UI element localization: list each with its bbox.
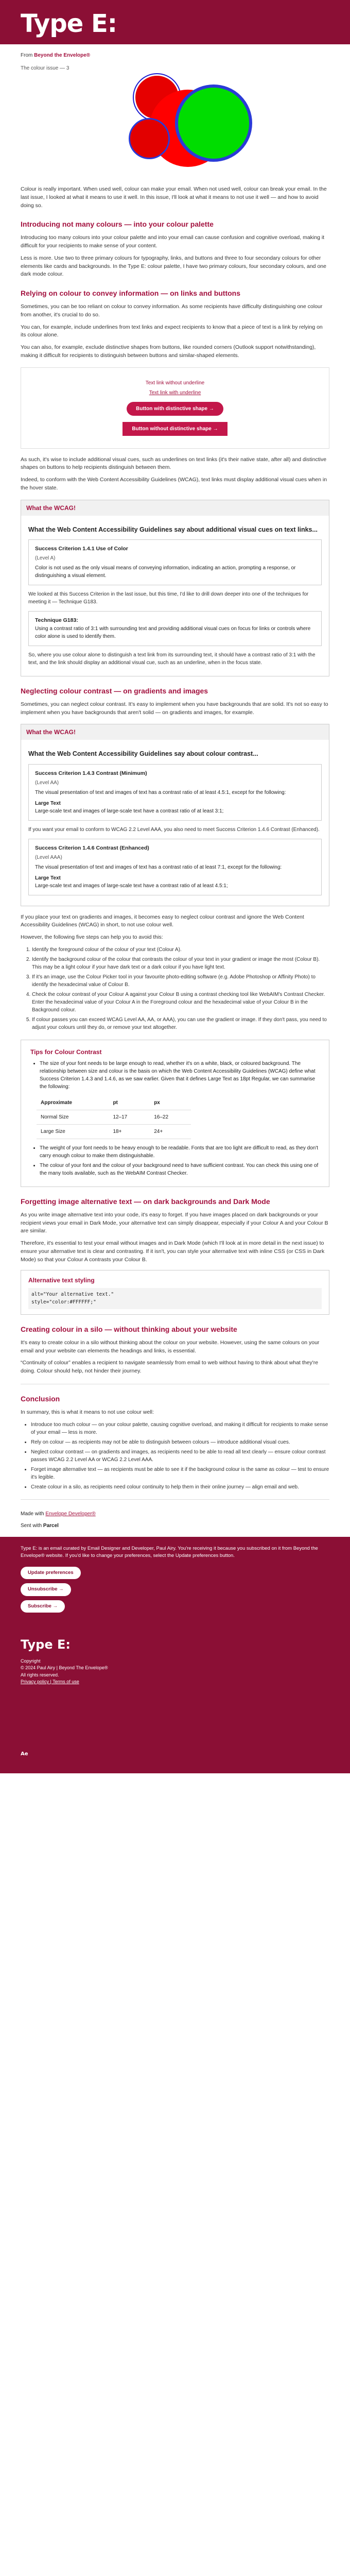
list-item: • Rely on colour — as recipients may not be able to distinguish between colours — introduce additional visual cues. [31,1438,329,1446]
wcag-card-heading: What the WCAG! [21,724,329,740]
section-title-silo: Creating colour in a silo — without thinking about your website [21,1325,237,1333]
made-with-line [0,1508,350,1520]
section-title-relying: Relying on colour to convey information — on links and buttons [21,289,241,297]
footer-brand-title: Type E: [21,1637,71,1652]
subscribe-button[interactable]: Subscribe → [21,1600,65,1613]
demo-link-underline[interactable]: Text link with underline [149,389,201,396]
list-item: 5. If colour passes you can exceed WCAG Level AA, AA, or AAA), you can use the gradient or image. If they don't pass, you need to adjust your colours until they do, or remove your text altogether. [32,1016,329,1031]
update-preferences-button[interactable]: Update preferences [21,1567,81,1579]
wcag-question: What the Web Content Accessibility Guidelines say about colour contrast... [28,750,258,758]
list-item: • Neglect colour contrast — on gradients and images, as recipients need to be able to read all text clearly — ensure colour contrast passes WCAG 2.2 Level AA or WCAG 2.2 Level AAA. [31,1448,329,1464]
paragraph: We looked at this Success Criterion in the last issue, but this time, I'd like to drill down deeper into one of the techniques for meeting it — Technique G183. [28,591,309,605]
policy-links[interactable]: Privacy policy | Terms of use [21,1679,79,1685]
demo-button-flat[interactable]: Button without distinctive shape → [122,422,227,436]
list-item: • Forget image alternative text — as recipients must be able to see it if the background colour is the same as colour — test to ensure it's legible. [31,1466,329,1481]
paragraph: Sometimes, you can be too reliant on colour to convey information. As some recipients have difficulty distinguishing one colour from another, it's crucial to do so. [21,303,323,318]
paragraph: You can, for example, include underlines from text links and expect recipients to know that a piece of text is a link by relying on its colour alone. [21,324,323,338]
paragraph: “Continuity of colour” enables a recipient to navigate seamlessly from email to web without having to think about what they're doing. Colour should help, not hinder their journey. [21,1360,319,1374]
criterion-box [28,611,322,646]
divider [21,1499,329,1500]
tips-title: Tips for Colour Contrast [30,1048,102,1056]
main-content [0,185,350,1031]
demo-button-shaped[interactable]: Button with distinctive shape → [127,402,223,416]
alt-text-code-box [21,1270,329,1315]
table-header: pt [109,1096,150,1110]
paragraph: It's easy to create colour in a silo without thinking about the colour on your website. However, using the same colours on your email and your website can elements the headings and links, is essential. [21,1339,320,1354]
criterion-box [28,764,322,821]
table-header: px [150,1096,191,1110]
table-cell: 16–22 [150,1110,191,1124]
footer-brand [0,1625,350,1701]
from-prefix: From [21,53,33,58]
large-text-label: Large Text [35,800,61,806]
paragraph: Introducing too many colours into your colour palette and into your email can cause confusion and cognitive overload, making it difficult for your recipients to make sense of your content. [21,234,325,249]
criterion-box [28,539,322,585]
paragraph: If you place your text on gradients and images, it becomes easy to neglect colour contrast and ignore the Web Content Accessibility Guidelines (WCAG) in short, to not use colour well. [21,913,304,928]
table-header: Approximate [37,1096,109,1110]
section-title-contrast: Neglecting colour contrast — on gradients and images [21,686,208,695]
large-text-label: Large Text [35,875,61,881]
circle-red-lower [129,118,170,159]
criterion-text: The visual presentation of text and images of text has a contrast ratio of at least 7:1, except for the following: [35,864,282,870]
large-text-text: Large-scale text and images of large-scale text have a contrast ratio of at least 3:1; [35,808,224,814]
table-cell: 24+ [150,1124,191,1139]
criterion-text: The visual presentation of text and images of text has a contrast ratio of at least 4.5:1, except for the following: [35,789,286,795]
table-cell: Normal Size [37,1110,109,1124]
criterion-text: Color is not used as the only visual means of conveying information, indicating an action, prompting a response, or distinguishing a visual element. [35,565,296,579]
issue-line: The colour issue — 3 [21,65,69,71]
bottom-band [0,1701,350,1773]
section-title-palette: Introducing not many colours — into your colour palette [21,220,214,229]
paragraph: Indeed, to conform with the Web Content Accessibility Guidelines (WCAG), text links must display additional visual cues when in the hover state. [21,477,327,491]
wcag-card-heading: What the WCAG! [21,500,329,516]
alt-code-title: Alternative text styling [28,1277,95,1284]
from-link[interactable]: Beyond the Envelope® [34,53,91,58]
table-row [37,1110,191,1124]
footer-paragraph: Type E: is an email curated by Email Designer and Developer, Paul Airy. You're receiving it because you subscribed on it from Beyond the Envelope® website. If you'd like to change your preferences, select the Update preferences button. [21,1545,318,1558]
contrast-steps-list [32,946,329,1031]
made-with-link[interactable]: Envelope Developer® [45,1511,96,1517]
paragraph: If you want your email to conform to WCAG 2.2 Level AAA, you also need to meet Success Criterion 1.4.6 Contrast (Enhanced). [28,826,320,833]
hero [0,44,350,181]
criterion-level: (Level AAA) [35,854,62,860]
header-banner [0,0,350,44]
criterion-title: Success Criterion 1.4.1 Use of Color [35,546,128,552]
link-button-demo [21,367,329,449]
wcag-question: What the Web Content Accessibility Guidelines say about additional visual cues on text links... [28,526,318,533]
table-row [37,1124,191,1139]
criterion-title: Success Criterion 1.4.6 Contrast (Enhanced) [35,844,149,851]
rights-line: All rights reserved. [21,1672,59,1677]
table-cell: 12–17 [109,1110,150,1124]
paragraph: Less is more. Use two to three primary colours for typography, links, and buttons and three to four secondary colours for other elements like cards and backgrounds. In the Type E: colour palette, I have two primary colours, four secondary colours, and one dark mode colour. [21,255,326,278]
criterion-title: Technique G183: [35,617,78,623]
criterion-level: (Level AA) [35,779,59,786]
paragraph: Sometimes, you can neglect colour contrast. It's easy to implement when you have backgrounds that are solid. It's not so easy to implement when you have backgrounds that aren't solid — on gradients and images, for example. [21,701,328,716]
large-text-text: Large-scale text and images of large-scale text have a contrast ratio of at least 4.5:1; [35,883,228,889]
mini-logo: Ae [21,1751,28,1757]
list-item: • Introduce too much colour — on your colour palette, causing cognitive overload, and making it difficult for recipients to make sense of your email — less is more. [31,1421,329,1436]
paragraph: So, where you use colour alone to distinguish a text link from its surrounding text, it should have a contrast ratio of 3:1 with the text, and the link should display an additional visual cue, such as an underline, when in the focus state. [28,652,316,666]
paragraph: However, the following five steps can help you to avoid this: [21,934,163,940]
list-item: 4. Check the colour contrast of your Colour A against your Colour B using a contrast checking tool like WebAIM's Contrast Checker. Enter the hexadecimal value of your Colour A in the Foreground colour and the hexadecimal value of your Colour B in the Background colour. [32,991,329,1014]
table-cell: 18+ [109,1124,150,1139]
intro-paragraph: Colour is really important. When used well, colour can make your email. When not used well, colour can break your email. In the last issue, I looked at what it means to use it well. In this issue, I'll look at what it means to not use it well — and how to avoid doing so. [21,186,327,209]
list-item: • The colour of your font and the colour of your background need to have sufficient contrast. You can check this using one of the many tools available, such as the WebAIM Contrast Checker. [40,1162,320,1177]
unsubscribe-button[interactable]: Unsubscribe → [21,1583,71,1596]
list-item: • The size of your font needs to be large enough to read, whether it's on a white, black, or coloured background. The relationship between size and colour is the basis on which the Web Content Accessibility Guidelines (WCAG) define what Success Criterion 1.4.3 and 1.4.6, as we saw earlier. Given that it defines Large Text as 18pt Regular, we can summarise the following: [40,1060,320,1091]
demo-link-no-underline[interactable]: Text link without underline [145,380,205,386]
paragraph: As such, it's wise to include additional visual cues, such as underlines on text links (it's their native state, after all) and distinctive shapes on buttons to help recipients distinguish between them. [21,456,327,471]
footer-info [0,1537,350,1625]
circle-green [175,84,252,162]
criterion-level: (Level A) [35,555,56,561]
parcel-logo: Parcel [43,1522,59,1529]
brand-title: Type E: [21,9,117,38]
from-line [21,52,329,59]
font-size-table [37,1096,191,1139]
paragraph: In summary, this is what it means to not use colour well: [21,1409,154,1415]
paragraph: As you write image alternative text into your code, it's easy to forget. If you have images placed on dark backgrounds or your recipient views your email in Dark Mode, your alternative text can simply disappear, especially if your Colour A and your Colour B are similar. [21,1211,328,1234]
paragraph: Therefore, it's essential to test your email without images and in Dark Mode (which I'll look at in more detail in the next issue) to ensure your alternative text is clear and contrasting. If it isn't, you can style your alternative text with inline CSS (or CSS in Dark Mode) so that your Colour A contrasts your Colour B. [21,1240,325,1263]
criterion-box [28,839,322,895]
copyright-line: © 2024 Paul Airy | Beyond The Envelope® [21,1665,108,1671]
alt-code-snippet: alt="Your alternative text." style="color:#FFFFFF;" [28,1288,322,1309]
conclusion-list [31,1421,329,1491]
tips-card [21,1040,329,1187]
table-header-row [37,1096,191,1110]
sent-with-line [0,1520,350,1532]
section-title-conclusion: Conclusion [21,1394,60,1403]
wcag-card-links [21,500,329,676]
list-item: • Create colour in a silo, as recipients need colour continuity to help them in their online journey — align email and web. [31,1483,329,1491]
copyright-label: Copyright [21,1658,41,1664]
section-title-alt-text: Forgetting image alternative text — on dark backgrounds and Dark Mode [21,1197,270,1206]
wcag-card-contrast [21,724,329,906]
made-with-label: Made with [21,1511,44,1517]
criterion-text: Using a contrast ratio of 3:1 with surrounding text and providing additional visual cues on focus for links or controls where color alone is used to identify them. [35,625,311,639]
list-item: 1. Identify the foreground colour of the colour of your text (Colour A). [32,946,329,954]
list-item: 3. If it's an image, use the Colour Picker tool in your favourite photo-editing software (e.g. Adobe Photoshop or Affinity Photo) to identify the hexadecimal value of Colour B. [32,973,329,989]
sent-with-label: Sent with [21,1522,42,1529]
hero-circles-illustration [21,74,329,172]
criterion-title: Success Criterion 1.4.3 Contrast (Minimum) [35,770,147,776]
list-item: • The weight of your font needs to be heavy enough to be readable. Fonts that are too light are difficult to read, as they don't carry enough colour to make them distinguishable. [40,1144,320,1160]
list-item: 2. Identify the background colour of the colour that contrasts the colour of your text in your gradient or image the most (Colour B). This may be a light colour if your have dark text or a dark colour if you have light text. [32,956,329,971]
table-cell: Large Size [37,1124,109,1139]
paragraph: You can also, for example, exclude distinctive shapes from buttons, like rounded corners (Outlook support notwithstanding), making it difficult for recipients to distinguish between buttons and similar-shaped elements. [21,344,316,359]
